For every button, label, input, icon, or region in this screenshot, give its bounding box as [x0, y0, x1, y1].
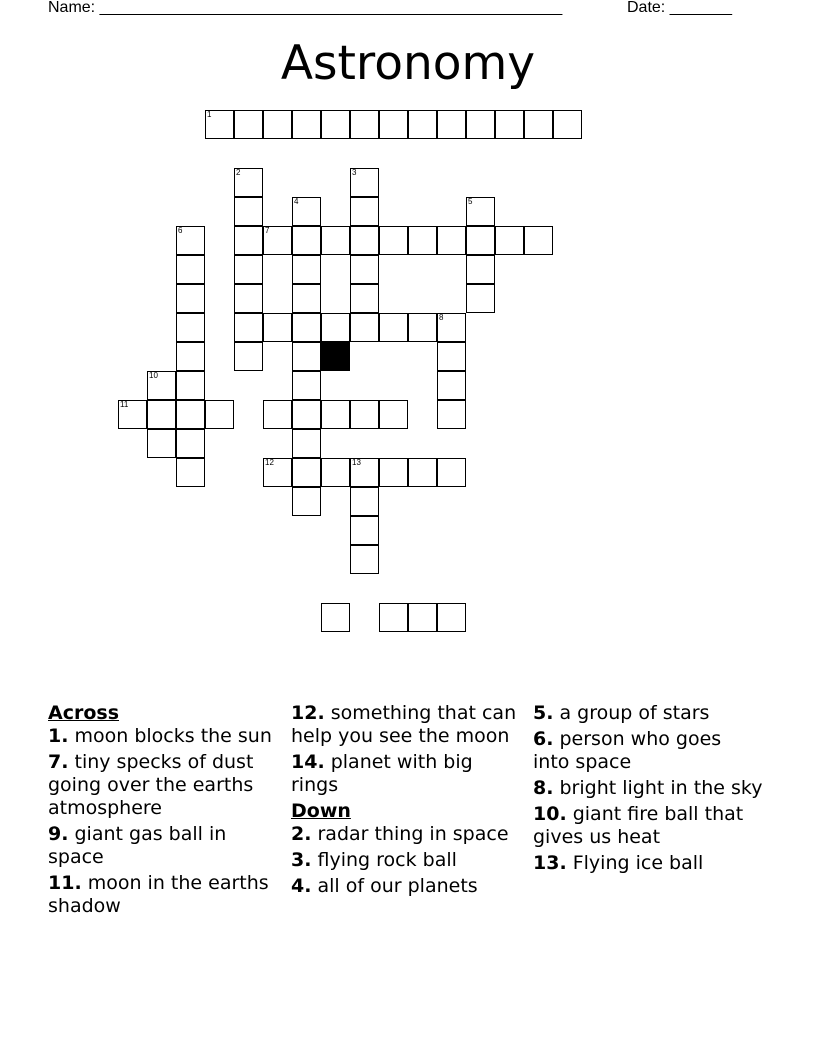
clue-number: 10: [149, 371, 158, 380]
grid-cell[interactable]: [408, 603, 437, 632]
grid-cell[interactable]: [350, 226, 379, 255]
grid-cell[interactable]: [292, 342, 321, 371]
clue-across-7: 7. tiny specks of dust going over the earths atmosphere: [48, 751, 254, 819]
clue-down-3: 3. flying rock ball: [291, 849, 457, 871]
grid-cell[interactable]: [437, 371, 466, 400]
page-title: Astronomy: [280, 36, 536, 91]
clue-number: 1: [207, 110, 212, 119]
grid-cell[interactable]: [350, 313, 379, 342]
grid-cell[interactable]: [147, 429, 176, 458]
clue-number: 5: [468, 197, 473, 206]
grid-cell[interactable]: [176, 458, 205, 487]
grid-cell[interactable]: [234, 197, 263, 226]
grid-cell[interactable]: [292, 226, 321, 255]
grid-cell[interactable]: [350, 255, 379, 284]
grid-cell[interactable]: [350, 197, 379, 226]
grid-cell[interactable]: [524, 110, 553, 139]
name-field: Name: ____________________________________________________: [48, 0, 563, 16]
date-field: Date: _______: [627, 0, 732, 16]
grid-cell[interactable]: [495, 110, 524, 139]
grid-cell[interactable]: [263, 226, 292, 255]
grid-cell[interactable]: [350, 284, 379, 313]
grid-cell[interactable]: [350, 458, 379, 487]
grid-cell[interactable]: [350, 487, 379, 516]
grid-cell[interactable]: [292, 284, 321, 313]
grid-cell[interactable]: [292, 255, 321, 284]
grid-cell[interactable]: [321, 458, 350, 487]
grid-cell[interactable]: [321, 603, 350, 632]
grid-cell[interactable]: [553, 110, 582, 139]
grid-cell[interactable]: [234, 168, 263, 197]
clue-across-14: 14. planet with big rings: [291, 751, 473, 796]
clue-down-4: 4. all of our planets: [291, 875, 478, 897]
grid-cell[interactable]: [437, 458, 466, 487]
grid-cell[interactable]: [321, 313, 350, 342]
grid-cell[interactable]: [176, 284, 205, 313]
grid-cell[interactable]: [176, 371, 205, 400]
grid-cell[interactable]: [147, 400, 176, 429]
grid-cell[interactable]: [437, 313, 466, 342]
grid-cell[interactable]: [437, 226, 466, 255]
grid-cell[interactable]: [350, 400, 379, 429]
grid-cell[interactable]: [292, 487, 321, 516]
grid-cell[interactable]: [408, 226, 437, 255]
clue-number: 7: [265, 226, 270, 235]
clue-number: 6: [178, 226, 183, 235]
down-heading: Down: [291, 800, 351, 822]
grid-cell[interactable]: [147, 371, 176, 400]
clues-column-3: [533, 702, 763, 878]
grid-cell[interactable]: [263, 458, 292, 487]
grid-cell[interactable]: [437, 400, 466, 429]
clue-number: 13: [352, 458, 361, 467]
clue-number: 4: [294, 197, 299, 206]
grid-cell[interactable]: [466, 110, 495, 139]
grid-cell[interactable]: [524, 226, 553, 255]
grid-cell[interactable]: [176, 313, 205, 342]
grid-cell[interactable]: [379, 603, 408, 632]
grid-cell[interactable]: [466, 255, 495, 284]
grid-cell[interactable]: [205, 110, 234, 139]
grid-cell[interactable]: [350, 545, 379, 574]
grid-cell[interactable]: [234, 226, 263, 255]
grid-cell[interactable]: [350, 516, 379, 545]
grid-cell[interactable]: [466, 284, 495, 313]
across-heading: Across: [48, 702, 120, 724]
grid-cell[interactable]: [292, 313, 321, 342]
grid-cell[interactable]: [408, 313, 437, 342]
grid-cell[interactable]: [408, 458, 437, 487]
grid-cell[interactable]: [205, 400, 234, 429]
grid-cell[interactable]: [321, 400, 350, 429]
grid-cell[interactable]: [379, 458, 408, 487]
grid-cell[interactable]: [292, 371, 321, 400]
clue-across-11: 11. moon in the earths shadow: [48, 872, 269, 917]
grid-cell[interactable]: [263, 400, 292, 429]
grid-cell[interactable]: [466, 197, 495, 226]
clue-number: 11: [120, 400, 129, 409]
black-cell: [321, 342, 350, 371]
grid-cell[interactable]: [263, 110, 292, 139]
grid-cell[interactable]: [292, 429, 321, 458]
grid-cell[interactable]: [292, 458, 321, 487]
grid-cell[interactable]: [379, 110, 408, 139]
clue-down-2: 2. radar thing in space: [291, 823, 509, 845]
grid-cell[interactable]: [495, 226, 524, 255]
grid-cell[interactable]: [466, 226, 495, 255]
grid-cell[interactable]: [234, 313, 263, 342]
grid-cell[interactable]: [379, 226, 408, 255]
clue-across-9: 9. giant gas ball in space: [48, 823, 227, 868]
clue-number: 3: [352, 168, 357, 177]
grid-cell[interactable]: [292, 110, 321, 139]
grid-cell[interactable]: [176, 255, 205, 284]
clue-number: 12: [265, 458, 274, 467]
clue-across-1: 1. moon blocks the sun: [48, 725, 272, 747]
clue-down-5: 5. a group of stars: [533, 702, 710, 724]
clue-down-10: 10. giant fire ball that gives us heat: [533, 803, 744, 848]
grid-cell[interactable]: [176, 429, 205, 458]
grid-cell[interactable]: [350, 168, 379, 197]
grid-cell[interactable]: [292, 197, 321, 226]
grid-cell[interactable]: [176, 226, 205, 255]
grid-cell[interactable]: [234, 255, 263, 284]
clue-number: 8: [439, 313, 444, 322]
grid-cell[interactable]: [379, 313, 408, 342]
clue-down-13: 13. Flying ice ball: [533, 852, 704, 874]
grid-cell[interactable]: [234, 284, 263, 313]
grid-cell[interactable]: [234, 110, 263, 139]
grid-cell[interactable]: [408, 110, 437, 139]
grid-cell[interactable]: [379, 400, 408, 429]
grid-cell[interactable]: [321, 226, 350, 255]
grid-cell[interactable]: [437, 342, 466, 371]
grid-cell[interactable]: [321, 110, 350, 139]
clue-down-8: 8. bright light in the sky: [533, 777, 763, 799]
grid-cell[interactable]: [437, 110, 466, 139]
clue-across-12: 12. something that can help you see the moon: [291, 702, 517, 747]
grid-cell[interactable]: [118, 400, 147, 429]
grid-cell[interactable]: [350, 110, 379, 139]
clues-column-1: [48, 702, 278, 921]
clue-down-6: 6. person who goes into space: [533, 728, 722, 773]
clue-number: 2: [236, 168, 241, 177]
grid-cell[interactable]: [437, 603, 466, 632]
grid-cell[interactable]: [176, 400, 205, 429]
grid-cell[interactable]: [176, 342, 205, 371]
grid-cell[interactable]: [234, 342, 263, 371]
grid-cell[interactable]: [292, 400, 321, 429]
grid-cell[interactable]: [263, 313, 292, 342]
clues-column-2: [291, 702, 521, 901]
